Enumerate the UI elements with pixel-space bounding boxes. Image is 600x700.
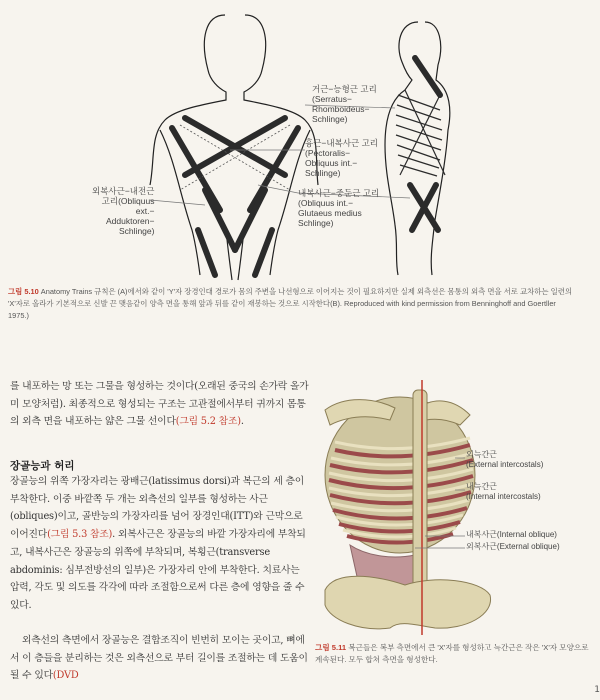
paragraph-2-text-b: . 외복사근은 장골능의 바깥 가장자리에 부착되고, 내복사근은 장골능의 위쪽에 부착되며, 복횡근(transverse abdominis: 심부전방선의 일부)은 가장자리 안에 부착한다. 치료사는 압력, 각도 및 의도를 각각에 따라 조절함으로써 다른 층에 영향을 줄 수 있다.: [10, 529, 306, 611]
paragraph-2: [10, 473, 310, 615]
label-adduktoren-sling: 외복사근−내전근 고리(Obliquus ext.− Adduktoren− Schlinge): [92, 186, 155, 236]
caption2-number: 그림 5.11: [315, 643, 347, 652]
figure-5-11-illustration: [305, 380, 595, 635]
paragraph-3-text: 외측선의 측면에서 장골능은 결합조직이 빈번히 모이는 곳이고, 뼈에서 이 층들을 분리하는 것은 외측선으로 부터 길이를 조절하는 데 도움이 될 수 있다: [10, 635, 308, 682]
caption-number: 그림 5.10: [8, 287, 39, 296]
paragraph-1-end: .: [240, 416, 244, 428]
figure-5-10-illustration: [0, 0, 600, 285]
paragraph-2-ref: (그림 5.3 참조): [47, 529, 113, 541]
section-heading: 장골능과 허리: [10, 460, 75, 472]
side-rib-cage: [396, 90, 445, 176]
spine: [413, 390, 427, 590]
page-number: 1: [594, 685, 600, 695]
caption-text: Anatomy Trains 규칙은 (A)에서와 같이 'Y'자 장경인대 경로가 몸의 주변을 나선형으로 이어지는 것이 필요하지만 실제 외측선은 몸통의 외측 면을 서로 교차하는 일련의 'X'자로 올라가 기본적으로 신발 끈 맺음같이 양측 면을 통해 앞과 뒤를 같이 재봉하는 것으로 시작한다(B).: [8, 287, 573, 308]
label-external-intercostals: 외늑간근 (External intercostals): [466, 450, 544, 469]
front-x-slings: [172, 118, 298, 275]
label-pectoralis-sling: 흉근−내복사근 고리 (Pectoralis− Obliquus int.− Schlinge): [305, 138, 379, 178]
paragraph-1-ref: (그림 5.2 참조): [175, 416, 241, 428]
figure-5-10-caption: [8, 286, 578, 322]
label-serratus-sling: 거근−능형근 고리 (Serratus− Rhomboideus− Schlinge): [312, 84, 377, 124]
label-internal-oblique: 내복사근(Internal oblique): [466, 530, 557, 539]
pelvis: [325, 576, 491, 629]
label-internal-intercostals: 내늑간근 (Internal intercostals): [466, 482, 541, 501]
label-external-oblique: 외복사근(External oblique): [466, 542, 560, 551]
paragraph-3: [10, 632, 310, 685]
caption-credit: Reproduced with kind permission from Benninghoff and Goertller 1975.): [8, 299, 556, 320]
paragraph-1: [10, 378, 310, 431]
side-x-slings: [410, 58, 440, 230]
paragraph-1-text: 를 내포하는 망 또는 그물을 형성하는 것이다(오래된 중국의 손가락 올가미 모양처럼). 최종적으로 형성되는 구조는 고관절에서부터 귀까지 몸통의 외측 면을 내포하는 얇은 그물 선이다: [10, 381, 309, 428]
paragraph-3-ref: (DVD: [52, 670, 79, 682]
caption2-text: 복근들은 복부 측면에서 큰 'X'자를 형성하고 늑간근은 작은 'X'자 모양으로 계속된다. 모두 합쳐 측면을 형성한다.: [315, 643, 589, 664]
paragraph-2-text-a: 장골능의 위쪽 가장자리는 광배근(latissimus dorsi)과 복근의 세 층이 부착한다. 이중 바깥쪽 두 개는 외측선의 일부를 형성하는 사근(obliques)이고, 골반능의 가장자리를 넘어 장경인대(ITT)와 근막으로 이어진다: [10, 476, 305, 541]
label-glutaeus-sling: 내복사근−중둔근 고리 (Obliquus int.− Glutaeus medius Schlinge): [298, 188, 380, 228]
figure-5-11-caption: [315, 642, 590, 666]
front-x-thin-lines: [180, 125, 290, 190]
